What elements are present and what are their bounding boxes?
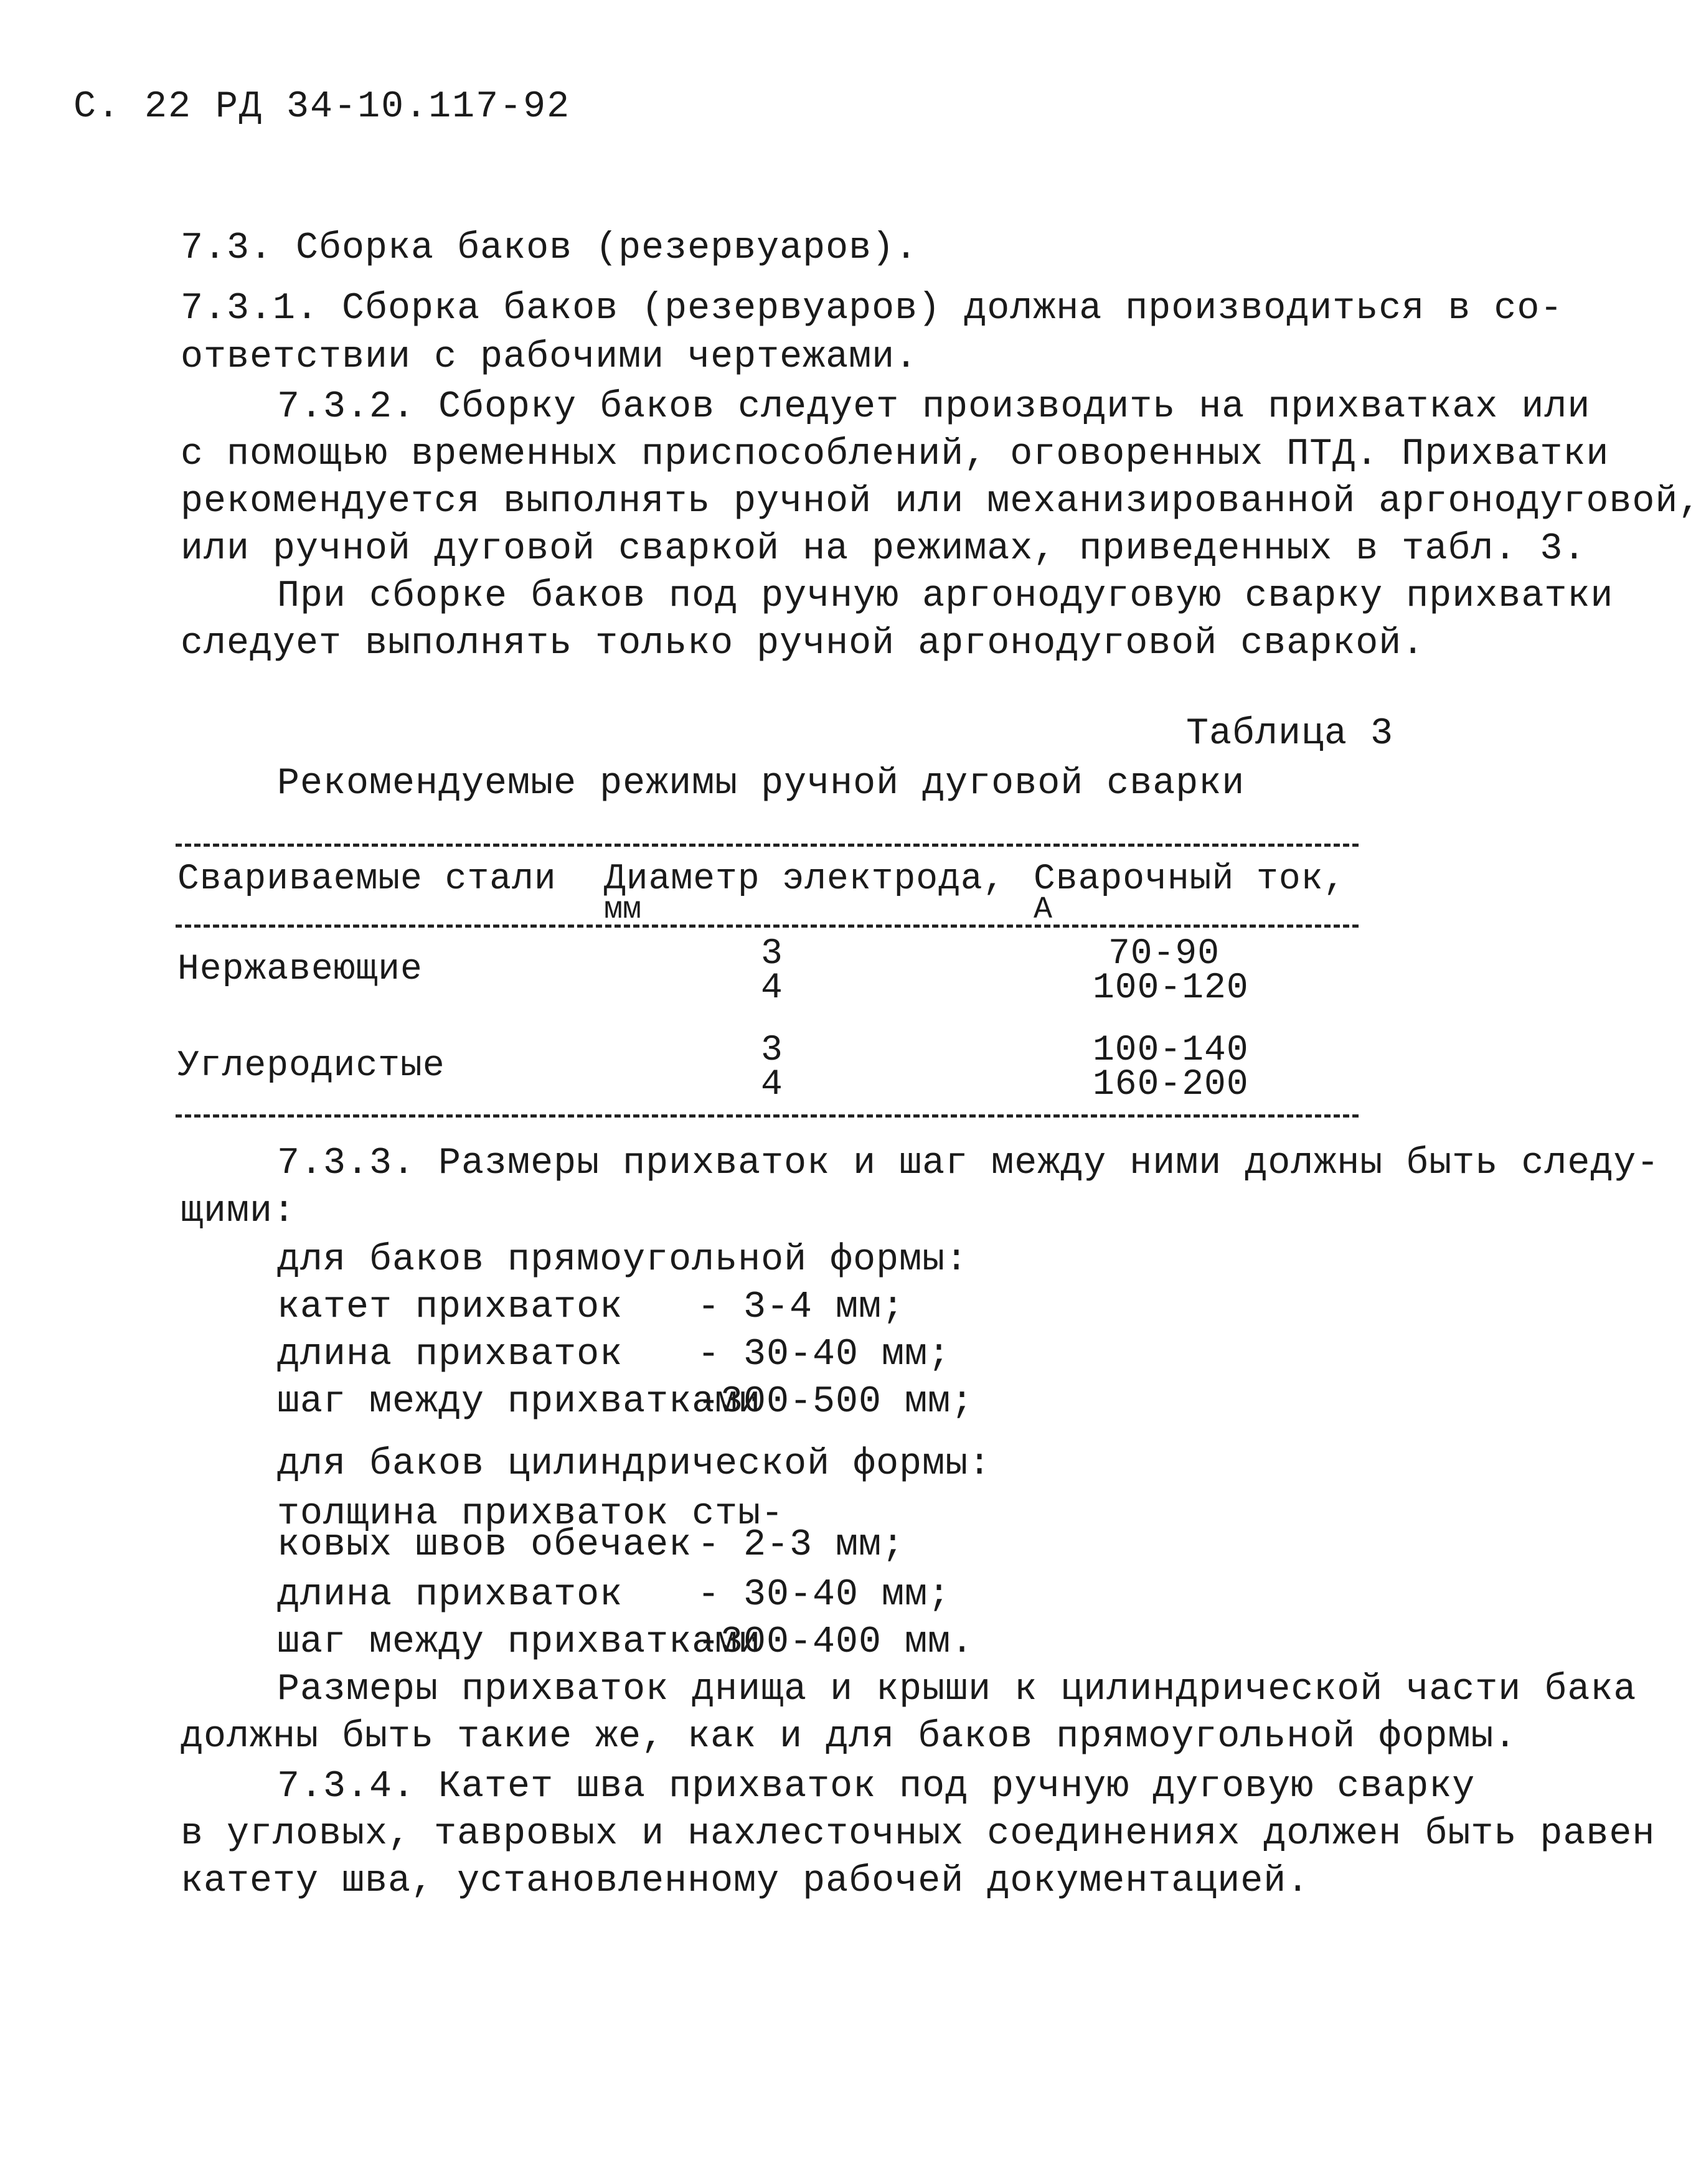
paragraph-7-3-4-line-1: 7.3.4. Катет шва прихваток под ручную дуговую сварку bbox=[277, 1766, 1476, 1808]
table-row-1-diameter-2: 4 bbox=[761, 968, 783, 1009]
table-caption: Рекомендуемые режимы ручной дуговой сварки bbox=[277, 763, 1245, 805]
table-header-rule bbox=[176, 925, 1359, 928]
table-header-diameter: Диаметр электрода, bbox=[604, 859, 1006, 900]
table-row-1-current-1: 70-90 bbox=[1108, 934, 1220, 974]
paragraph-7-3-1-line-1: 7.3.1. Сборка баков (резервуаров) должна производиться в со- bbox=[181, 288, 1563, 330]
cyl-item-2-label: длина прихваток bbox=[277, 1574, 623, 1616]
rect-item-1-value: - 3-4 мм; bbox=[697, 1286, 905, 1329]
paragraph-7-3-2-line-3: рекомендуется выполнять ручной или механизированной аргонодуговой, bbox=[181, 481, 1701, 523]
table-row-1-steel: Нержавеющие bbox=[177, 949, 423, 990]
table-row-2-diameter-1: 3 bbox=[761, 1030, 783, 1071]
paragraph-7-3-4-line-2: в угловых, тавровых и нахлесточных соединениях должен быть равен bbox=[181, 1813, 1656, 1855]
table-row-2-diameter-2: 4 bbox=[761, 1065, 783, 1105]
paragraph-7-3-1-line-2: ответствии с рабочими чертежами. bbox=[181, 336, 918, 379]
cyl-item-3-label: шаг между прихватками bbox=[277, 1621, 761, 1664]
rect-item-3-value: -300-500 мм; bbox=[697, 1381, 974, 1423]
table-row-2-current-2: 160-200 bbox=[1093, 1065, 1249, 1105]
paragraph-7-3-2-line-4: или ручной дуговой сваркой на режимах, приведенных в табл. 3. bbox=[181, 528, 1586, 570]
table-header-diameter-unit: мм bbox=[604, 892, 642, 928]
table-bottom-rule bbox=[176, 1114, 1359, 1118]
rect-item-2-label: длина прихваток bbox=[277, 1334, 623, 1376]
rect-item-2-value: - 30-40 мм; bbox=[697, 1334, 951, 1376]
cyl-item-3-value: -300-400 мм. bbox=[697, 1621, 974, 1664]
table-top-rule bbox=[176, 844, 1359, 847]
table-header-current-unit: А bbox=[1034, 892, 1053, 928]
cyl-tanks-title: для баков цилиндрической формы: bbox=[277, 1443, 992, 1485]
cyl-item-1-label: толщина прихваток сты- bbox=[277, 1493, 785, 1535]
table-label: Таблица 3 bbox=[1186, 713, 1394, 755]
cyl-item-1-label-2: ковых швов обечаек bbox=[277, 1524, 692, 1566]
paragraph-7-3-2-line-2: с помощью временных приспособлений, оговоренных ПТД. Прихватки bbox=[181, 433, 1609, 476]
cyl-note-line-1: Размеры прихваток днища и крыши к цилиндрической части бака bbox=[277, 1669, 1637, 1711]
section-title: 7.3. Сборка баков (резервуаров). bbox=[181, 227, 918, 270]
paragraph-7-3-2-line-1: 7.3.2. Сборку баков следует производить на прихватках или bbox=[277, 386, 1591, 428]
paragraph-7-3-3-line-2: щими: bbox=[181, 1190, 296, 1233]
table-row-1-current-2: 100-120 bbox=[1093, 968, 1249, 1009]
table-row-2-steel: Углеродистые bbox=[177, 1046, 445, 1086]
cyl-note-line-2: должны быть такие же, как и для баков прямоугольной формы. bbox=[181, 1716, 1517, 1758]
cyl-item-1-value: - 2-3 мм; bbox=[697, 1524, 905, 1566]
paragraph-7-3-3-line-1: 7.3.3. Размеры прихваток и шаг между ними должны быть следу- bbox=[277, 1142, 1660, 1185]
cyl-item-2-value: - 30-40 мм; bbox=[697, 1574, 951, 1616]
table-header-steel: Свариваемые стали bbox=[177, 859, 557, 900]
paragraph-7-3-4-line-3: катету шва, установленному рабочей документацией. bbox=[181, 1860, 1310, 1903]
paragraph-7-3-2-line-5: При сборке баков под ручную аргонодуговую сварку прихватки bbox=[277, 575, 1614, 618]
page-header: С. 22 РД 34-10.117-92 bbox=[73, 86, 571, 128]
table-row-1-diameter-1: 3 bbox=[761, 934, 783, 974]
rect-tanks-title: для баков прямоугольной формы: bbox=[277, 1239, 969, 1281]
table-header-current: Сварочный ток, bbox=[1034, 859, 1346, 900]
rect-item-1-label: катет прихваток bbox=[277, 1286, 623, 1329]
paragraph-7-3-2-line-6: следует выполнять только ручной аргонодуговой сваркой. bbox=[181, 623, 1425, 665]
rect-item-3-label: шаг между прихватками bbox=[277, 1381, 761, 1423]
table-row-2-current-1: 100-140 bbox=[1093, 1030, 1249, 1071]
